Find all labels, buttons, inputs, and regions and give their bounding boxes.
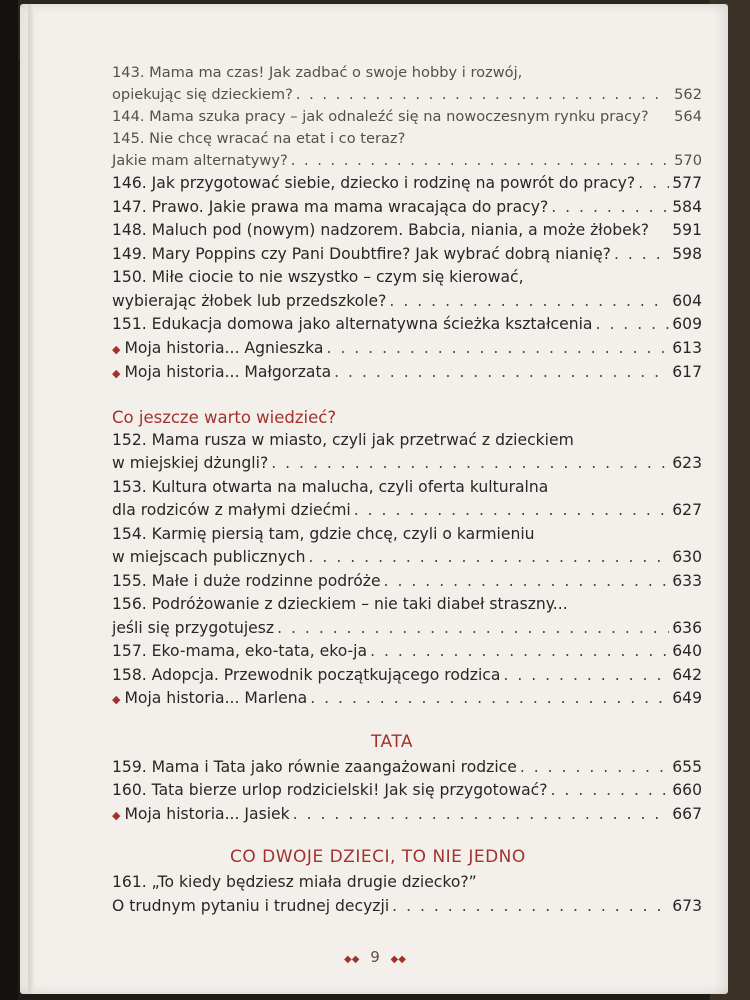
- toc-entry-line: [112, 895, 702, 919]
- toc-group-tata: [112, 756, 702, 828]
- toc-entry-title: Moja historia... Marlena: [124, 689, 308, 707]
- toc-page-number: 604: [672, 291, 702, 310]
- diamond-bullet-icon: ◆: [112, 693, 121, 706]
- toc-story-entry: [112, 337, 702, 362]
- toc-page-number: 636: [672, 618, 702, 637]
- toc-page-number: 591: [672, 221, 702, 239]
- toc-entry: [112, 593, 702, 640]
- dot-leader: [296, 84, 669, 106]
- toc-page-number: 642: [672, 665, 702, 684]
- toc-page-number: 660: [672, 781, 702, 799]
- toc-group-dwoje-dzieci: [112, 871, 702, 918]
- toc-page-number: 633: [672, 571, 702, 590]
- toc-page-number: 562: [674, 86, 702, 103]
- toc-entry-line: [112, 243, 702, 267]
- toc-entry-line: [112, 687, 702, 712]
- dot-leader: [551, 196, 669, 220]
- toc-entry-line: [112, 337, 702, 362]
- table-of-contents: [112, 62, 702, 918]
- toc-entry-title-line: 156. Podróżowanie z dzieckiem – nie taki diabeł straszny...: [112, 595, 568, 613]
- dot-leader: [520, 756, 669, 780]
- toc-entry: [112, 313, 702, 337]
- toc-entry: [112, 243, 702, 267]
- toc-page-number: 623: [672, 454, 702, 472]
- toc-entry: [112, 219, 702, 243]
- diamond-bullet-icon: ◆: [112, 808, 121, 822]
- toc-entry: [112, 476, 702, 523]
- toc-entry-title: 147. Prawo. Jakie prawa ma mama wracająca do pracy?: [112, 197, 549, 216]
- toc-entry-title: 158. Adopcja. Przewodnik początkującego rodzica: [112, 665, 501, 684]
- toc-entry: [112, 429, 702, 476]
- toc-entry-title: 159. Mama i Tata jako równie zaangażowani rodzice: [112, 757, 517, 776]
- toc-entry-line: [112, 290, 702, 314]
- toc-entry-title: Moja historia... Jasiek: [124, 804, 290, 823]
- toc-entry-title-line: 152. Mama rusza w miasto, czyli jak przetrwać z dzieckiem: [112, 430, 574, 449]
- dot-leader: [550, 779, 669, 803]
- toc-entry: [112, 196, 702, 220]
- toc-page-number: 577: [672, 174, 702, 192]
- toc-entry: [112, 570, 702, 594]
- toc-entry-line: [112, 779, 702, 803]
- dot-leader: [309, 546, 670, 570]
- ornament-icon: ◆◆: [344, 954, 360, 965]
- toc-entry-line: [112, 172, 702, 196]
- toc-page-number: 673: [672, 896, 702, 915]
- toc-page-number: 613: [672, 338, 702, 357]
- toc-entry-title-line: 145. Nie chcę wracać na etat i co teraz?: [112, 130, 406, 147]
- page-number: 9: [370, 948, 380, 966]
- toc-page-number: 655: [672, 757, 702, 776]
- toc-entry: [112, 172, 702, 196]
- toc-page-number: 617: [672, 363, 702, 381]
- dot-leader: [277, 617, 669, 641]
- toc-entry: [112, 779, 702, 803]
- toc-entry-title: w miejskiej dżungli?: [112, 454, 269, 472]
- toc-entry-title-line: 161. „To kiedy będziesz miała drugie dziecko?”: [112, 873, 477, 891]
- toc-entry: [112, 523, 702, 570]
- background-left: [0, 0, 18, 1000]
- toc-entry-title: 151. Edukacja domowa jako alternatywna ścieżka kształcenia: [112, 315, 593, 333]
- toc-entry-line: [112, 106, 702, 128]
- toc-entry-title: wybierając żłobek lub przedszkole?: [112, 291, 387, 310]
- section-title-co-jeszcze: Co jeszcze warto wiedzieć?: [112, 407, 337, 427]
- toc-group-co-jeszcze: [112, 429, 702, 712]
- toc-entry-title: w miejscach publicznych: [112, 548, 306, 566]
- toc-entry-title: Jakie mam alternatywy?: [112, 152, 288, 169]
- toc-entry-line: [112, 361, 702, 386]
- toc-entry-title: 157. Eko-mama, eko-tata, eko-ja: [112, 642, 368, 660]
- dot-leader: [389, 290, 669, 314]
- dot-leader: [334, 361, 669, 385]
- toc-entry: [112, 871, 702, 918]
- toc-entry-line: [112, 617, 702, 641]
- dot-leader: [326, 337, 669, 361]
- toc-entry: [112, 640, 702, 664]
- dot-leader: [271, 452, 669, 476]
- toc-entry: [112, 664, 702, 688]
- toc-page-number: 570: [674, 152, 702, 169]
- toc-entry-title: 155. Małe i duże rodzinne podróże: [112, 571, 381, 590]
- toc-entry-title-line: 154. Karmię piersią tam, gdzie chcę, czyli o karmieniu: [112, 524, 535, 543]
- diamond-bullet-icon: ◆: [112, 342, 121, 356]
- toc-entry-line: [112, 756, 702, 780]
- toc-page-number: 630: [672, 548, 702, 566]
- toc-story-entry: [112, 361, 702, 386]
- page-footer: [0, 948, 750, 966]
- toc-entry-title: opiekując się dzieckiem?: [112, 86, 293, 103]
- toc-entry-line: [112, 499, 702, 523]
- toc-entry-title: 146. Jak przygotować siebie, dziecko i rodzinę na powrót do pracy?: [112, 174, 636, 192]
- page-edge: [28, 4, 34, 994]
- toc-page-number: 627: [672, 501, 702, 519]
- toc-entry-line: [112, 84, 702, 106]
- dot-leader: [293, 803, 669, 827]
- dot-leader: [354, 499, 669, 523]
- toc-entry-title: dla rodziców z małymi dziećmi: [112, 501, 351, 519]
- toc-entry-title: Moja historia... Małgorzata: [124, 363, 332, 381]
- toc-page-number: 640: [672, 642, 702, 660]
- toc-entry-line: [112, 570, 702, 594]
- toc-page-number: 598: [672, 244, 702, 263]
- toc-entry: [112, 756, 702, 780]
- toc-entry-title: O trudnym pytaniu i trudnej decyzji: [112, 896, 390, 915]
- dot-leader: [595, 313, 669, 337]
- toc-page-number: 584: [672, 197, 702, 216]
- dot-leader: [291, 150, 669, 172]
- dot-leader: [310, 687, 669, 711]
- section-title-tata: TATA: [370, 731, 414, 752]
- toc-entry-line: [112, 803, 702, 828]
- toc-entry-line: [112, 219, 702, 243]
- toc-entry-title: 144. Mama szuka pracy – jak odnaleźć się na nowoczesnym rynku pracy?: [112, 108, 649, 125]
- toc-entry: [112, 62, 702, 106]
- toc-story-entry: [112, 803, 702, 828]
- toc-entry-title-line: 150. Miłe ciocie to nie wszystko – czym się kierować,: [112, 268, 524, 286]
- ornament-icon: ◆◆: [390, 954, 406, 965]
- toc-entry-title-line: 153. Kultura otwarta na malucha, czyli oferta kulturalna: [112, 477, 549, 496]
- toc-entry-title: jeśli się przygotujesz: [112, 618, 275, 637]
- toc-page-number: 609: [672, 315, 702, 333]
- toc-entry-title: 148. Maluch pod (nowym) nadzorem. Babcia, niania, a może żłobek?: [112, 221, 650, 239]
- dot-leader: [370, 640, 669, 664]
- toc-entry: [112, 266, 702, 313]
- dot-leader: [384, 570, 669, 594]
- toc-entry-line: [112, 150, 702, 172]
- dot-leader: [503, 664, 669, 688]
- toc-entry-line: [112, 664, 702, 688]
- section-title-dwoje-dzieci: CO DWOJE DZIECI, TO NIE JEDNO: [230, 847, 526, 867]
- dot-leader: [638, 172, 669, 196]
- dot-leader: [614, 243, 669, 267]
- toc-page-number: 649: [672, 689, 702, 707]
- dot-leader: [392, 895, 669, 919]
- toc-entry-line: [112, 313, 702, 337]
- toc-entry-title-line: 143. Mama ma czas! Jak zadbać o swoje hobby i rozwój,: [112, 64, 523, 81]
- toc-entry: [112, 128, 702, 172]
- toc-entry-title: 160. Tata bierze urlop rodzicielski! Jak się przygotować?: [112, 781, 548, 799]
- diamond-bullet-icon: ◆: [112, 367, 121, 380]
- toc-entry-line: [112, 196, 702, 220]
- toc-page-number: 667: [672, 804, 702, 823]
- toc-entry-line: [112, 546, 702, 570]
- toc-group-mama-praca: [112, 62, 702, 386]
- toc-entry-line: [112, 452, 702, 476]
- toc-page-number: 564: [674, 108, 702, 125]
- toc-entry-title: Moja historia... Agnieszka: [124, 338, 324, 357]
- toc-entry-line: [112, 640, 702, 664]
- toc-entry-title: 149. Mary Poppins czy Pani Doubtfire? Jak wybrać dobrą nianię?: [112, 244, 611, 263]
- toc-story-entry: [112, 687, 702, 712]
- toc-entry: [112, 106, 702, 128]
